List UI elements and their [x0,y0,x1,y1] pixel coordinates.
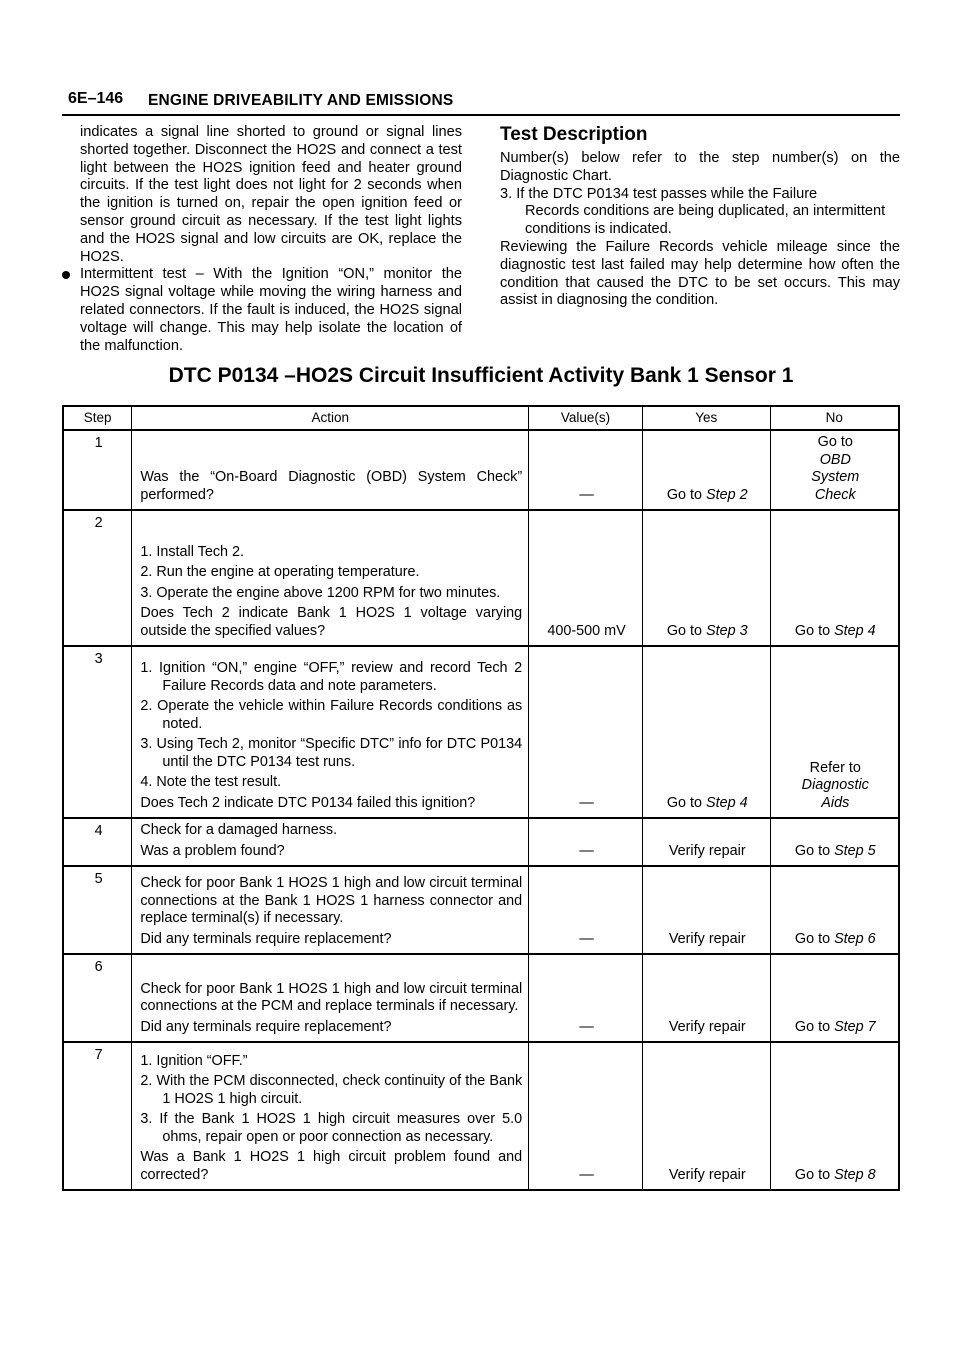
yes-cell [642,866,770,954]
action-cell [132,510,529,646]
no-cell [770,510,899,646]
page-header [62,90,900,112]
action-line: Check for a damaged harness. [140,822,338,838]
yes-cell [642,1042,770,1190]
table-row [63,430,899,510]
yes-step-link[interactable]: Step 4 [706,794,748,811]
no-step-link[interactable]: Step 7 [834,1018,876,1035]
yes-cell [642,818,770,866]
step-number: 5 [63,866,132,954]
yes-text: Go to [666,486,707,503]
test-description-intro: Number(s) below refer to the step number(s) on the Diagnostic Chart. [500,150,900,184]
no-step-link[interactable]: Step 8 [834,1166,876,1183]
action-cell [132,818,529,866]
action-question: Was a Bank 1 HO2S 1 high circuit problem found and corrected? [140,1149,523,1183]
header-no: No [770,406,899,430]
no-step-link[interactable]: Step 6 [834,930,876,947]
item-rest: Records conditions are being duplicated, an intermittent conditions is indicated. [525,203,886,238]
value-cell: — [529,1042,643,1190]
test-description-item [500,186,900,239]
step-number: 2 [63,510,132,646]
action-line: 1. Ignition “ON,” engine “OFF,” review and record Tech 2 Failure Records data and note parameters. [140,660,523,694]
action-cell [132,866,529,954]
yes-cell [642,430,770,510]
no-cell [770,430,899,510]
action-question: Did any terminals require replacement? [140,930,392,947]
section-title: ENGINE DRIVEABILITY AND EMISSIONS [148,92,454,109]
left-paragraph: indicates a signal line shorted to ground or signal lines shorted together. Disconnect the HO2S and connect a test light between the HO2S ignition feed and heater ground circuits. If the test light does not light for 2 seconds when the ignition is turned on, repair the open ignition feed or sensor ground circuit as necessary. If the test light lights and the HO2S signal and low circuits are OK, replace the HO2S. [80,124,462,265]
action-line: 3. If the Bank 1 HO2S 1 high circuit measures over 5.0 ohms, repair open or poor connection as necessary. [140,1111,523,1145]
step-number: 4 [63,818,132,866]
yes-text: Go to [666,794,707,811]
table-row [63,866,899,954]
table-row [63,646,899,818]
action-question: Was a problem found? [140,842,285,859]
no-cell [770,818,899,866]
no-cell [770,954,899,1042]
dtc-title: DTC P0134 –HO2S Circuit Insufficient Activity Bank 1 Sensor 1 [168,364,794,387]
value-cell: — [529,954,643,1042]
yes-cell [642,510,770,646]
header-action: Action [132,406,529,430]
table-row [63,510,899,646]
table-row [63,954,899,1042]
no-text: Go to [794,1166,835,1183]
page-number: 6E–146 [68,90,124,107]
value-cell: — [529,430,643,510]
bullet-item [62,266,462,355]
bullet-text: Intermittent test – With the Ignition “ON,” monitor the HO2S signal voltage while moving the wiring harness and related connectors. If the fault is induced, the HO2S signal voltage will change. This may help isolate the location of the malfunction. [80,266,462,354]
right-column [500,124,900,310]
test-description-heading: Test Description [500,124,648,145]
header-values: Value(s) [529,406,643,430]
yes-text: Verify repair [668,842,746,859]
yes-cell [642,646,770,818]
yes-step-link[interactable]: Step 3 [706,622,748,639]
no-text: Go to [794,930,835,947]
header-step: Step [63,406,132,430]
no-step-link[interactable]: OBD System Check [811,451,860,503]
action-line: Check for poor Bank 1 HO2S 1 high and low circuit terminal connections at the PCM and replace terminals if necessary. [140,980,523,1014]
action-line: 1. Ignition “OFF.” [140,1052,248,1069]
step-number: 1 [63,430,132,510]
action-cell [132,1042,529,1190]
no-step-link[interactable]: Step 5 [834,842,876,859]
table-row [63,818,899,866]
item-first-line: 3. If the DTC P0134 test passes while the Failure [500,185,818,202]
value-cell: 400-500 mV [529,510,643,646]
action-line: 2. With the PCM disconnected, check continuity of the Bank 1 HO2S 1 high circuit. [140,1073,523,1107]
no-text: Go to [794,842,835,859]
value-cell: — [529,866,643,954]
action-question: Was the “On-Board Diagnostic (OBD) System Check” performed? [140,469,523,503]
no-cell [770,646,899,818]
no-cell [770,866,899,954]
action-line: 1. Install Tech 2. [140,543,245,560]
yes-text: Go to [666,622,707,639]
table-header-row [63,406,899,430]
diagnostic-table [62,405,900,1191]
yes-cell [642,954,770,1042]
value-cell: — [529,646,643,818]
no-cell [770,1042,899,1190]
yes-text: Verify repair [668,1018,746,1035]
no-text: Refer to [809,759,861,776]
yes-text: Verify repair [668,930,746,947]
test-description-closing: Reviewing the Failure Records vehicle mileage since the diagnostic test last failed may help determine how often the condition that caused the DTC to be set occurs. This may assist in diagnosing the condition. [500,238,900,309]
header-yes: Yes [642,406,770,430]
yes-text: Verify repair [668,1166,746,1183]
action-line: 3. Operate the engine above 1200 RPM for two minutes. [140,584,501,601]
value-cell: — [529,818,643,866]
yes-step-link[interactable]: Step 2 [706,486,748,503]
no-text: Go to [794,1018,835,1035]
action-cell [132,430,529,510]
action-question: Did any terminals require replacement? [140,1018,392,1035]
action-line: Check for poor Bank 1 HO2S 1 high and low circuit terminal connections at the Bank 1 HO2S 1 harness connector and replace terminal(s) if necessary. [140,875,523,926]
bullet-icon [62,271,70,279]
no-step-link[interactable]: Diagnostic Aids [801,777,869,811]
step-number: 6 [63,954,132,1042]
table-row [63,1042,899,1190]
no-text: Go to [817,434,853,450]
header-rule [62,114,900,116]
step-number: 3 [63,646,132,818]
action-line: 2. Run the engine at operating temperature. [140,564,420,580]
action-question: Does Tech 2 indicate Bank 1 HO2S 1 voltage varying outside the specified values? [140,605,523,639]
action-cell [132,646,529,818]
action-line: 4. Note the test result. [140,774,282,790]
action-line: 3. Using Tech 2, monitor “Specific DTC” info for DTC P0134 until the DTC P0134 test runs. [140,736,523,770]
action-question: Does Tech 2 indicate DTC P0134 failed this ignition? [140,794,476,811]
table-body [63,430,899,1190]
action-line: 2. Operate the vehicle within Failure Records conditions as noted. [140,698,523,732]
no-step-link[interactable]: Step 4 [834,622,876,639]
step-number: 7 [63,1042,132,1190]
action-cell [132,954,529,1042]
no-text: Go to [794,622,835,639]
left-column [62,124,462,355]
